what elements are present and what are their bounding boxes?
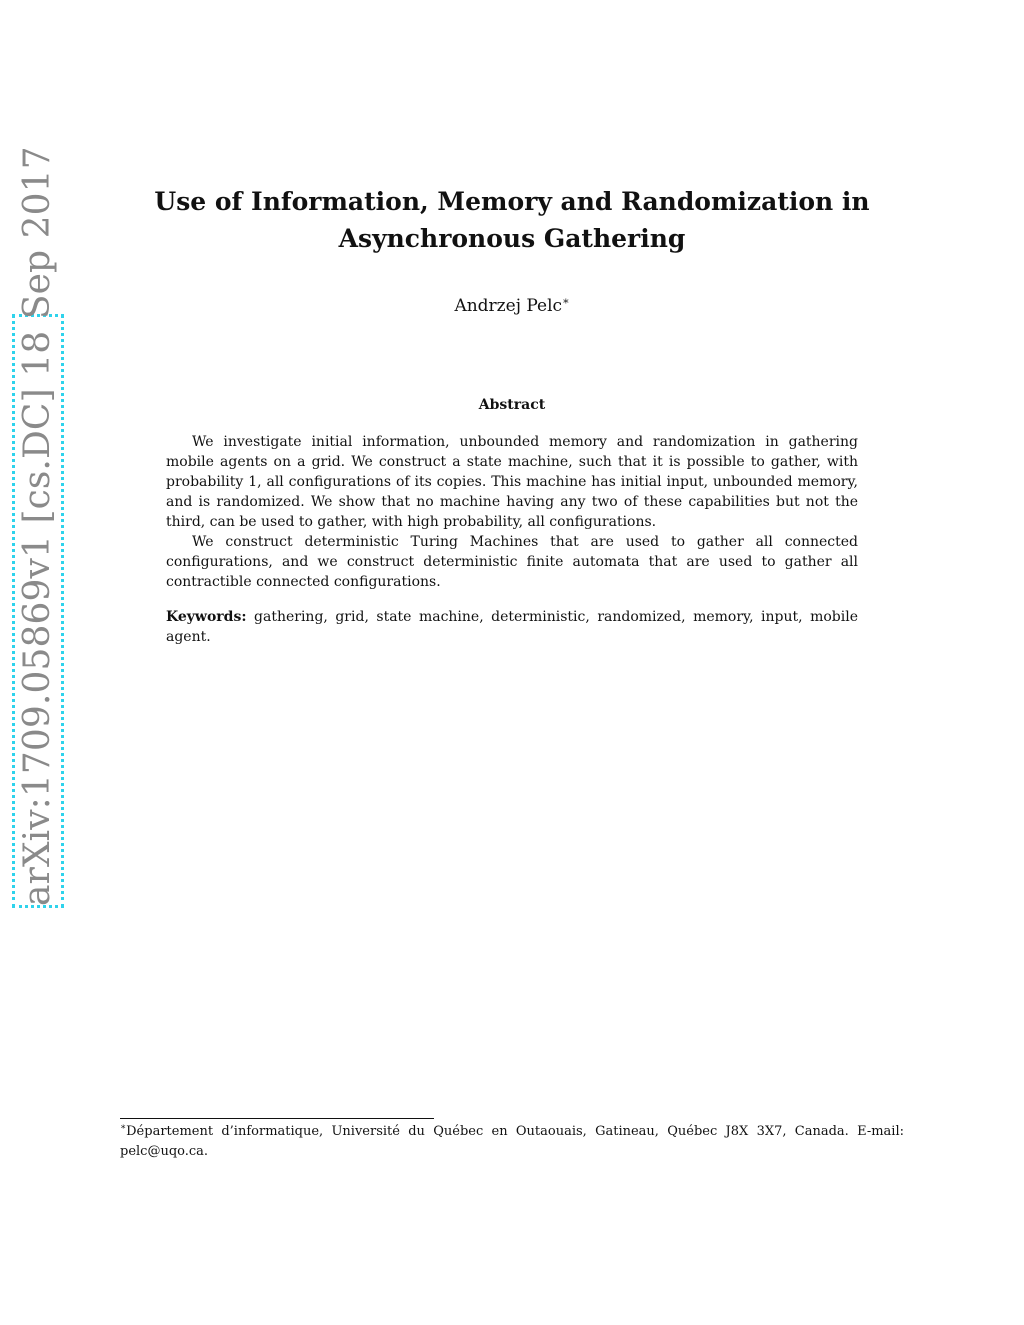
footnote bbox=[120, 1122, 904, 1162]
author-footnote-mark: ∗ bbox=[562, 294, 570, 308]
abstract-paragraph-1: We investigate initial information, unbounded memory and randomization in gathering mobile agents on a grid. We construct a state machine, such that it is possible to gather, with probability 1, all configurations of its copies. This machine has initial input, unbounded memory, and is randomized. We show that no machine having any two of these capabilities but not the third, can be used to gather, with high probability, all configurations. bbox=[166, 434, 858, 530]
keywords-label: Keywords: bbox=[166, 609, 247, 625]
title-line-2: Asynchronous Gathering bbox=[338, 224, 686, 253]
abstract-paragraph-2: We construct deterministic Turing Machines that are used to gather all connected configurations, and we construct deterministic finite automata that are used to gather all contractible connected configurations. bbox=[166, 534, 858, 590]
author-line bbox=[120, 294, 904, 318]
footnote-text: Département d’informatique, Université du Québec en Outaouais, Gatineau, Québec J8X 3X7, Canada. E-mail: pelc@uqo.ca. bbox=[120, 1124, 904, 1159]
footnote-divider bbox=[120, 1118, 434, 1119]
keywords bbox=[166, 607, 858, 647]
abstract-heading: Abstract bbox=[478, 397, 546, 413]
paper-title bbox=[120, 183, 904, 257]
footnote-mark: ∗ bbox=[120, 1122, 127, 1133]
abstract-body bbox=[166, 432, 858, 592]
arxiv-identifier: arXiv:1709.05869v1 [cs.DC] 18 Sep 2017 bbox=[17, 146, 58, 906]
keywords-text: gathering, grid, state machine, deterministic, randomized, memory, input, mobile agent. bbox=[166, 609, 858, 645]
title-line-1: Use of Information, Memory and Randomization in bbox=[154, 187, 870, 216]
arxiv-side-stamp bbox=[12, 146, 64, 908]
author-name: Andrzej Pelc bbox=[454, 296, 563, 316]
